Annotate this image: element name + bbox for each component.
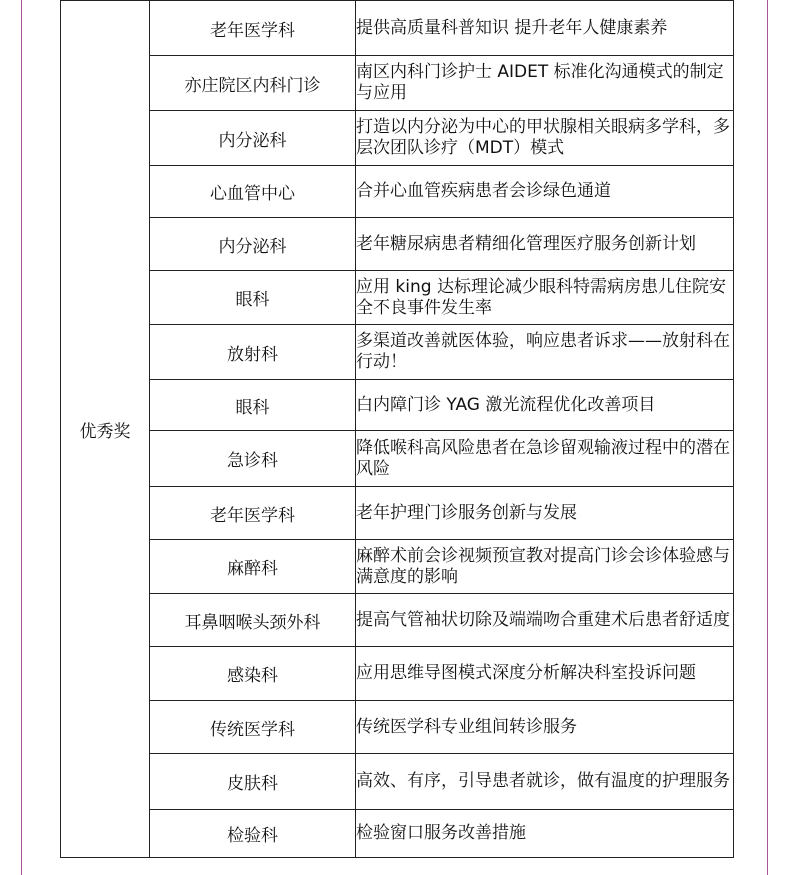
project-cell: 老年护理门诊服务创新与发展 (356, 487, 734, 540)
project-cell: 提高气管袖状切除及端端吻合重建术后患者舒适度 (356, 594, 734, 647)
department-cell: 检验科 (150, 810, 356, 858)
table-row (61, 647, 734, 701)
award-table (60, 0, 734, 858)
department-cell: 耳鼻咽喉头颈外科 (150, 594, 356, 647)
table-row (61, 701, 734, 754)
project-cell: 打造以内分泌为中心的甲状腺相关眼病多学科，多层次团队诊疗（MDT）模式 (356, 111, 734, 166)
department-cell: 老年医学科 (150, 487, 356, 540)
project-cell: 降低喉科高风险患者在急诊留观输液过程中的潜在风险 (356, 431, 734, 487)
department-cell: 急诊科 (150, 431, 356, 487)
table-row (61, 594, 734, 647)
table-row (61, 111, 734, 166)
department-cell: 皮肤科 (150, 754, 356, 810)
table-row (61, 166, 734, 218)
department-cell: 眼科 (150, 271, 356, 325)
department-cell: 内分泌科 (150, 218, 356, 271)
project-cell: 合并心血管疾病患者会诊绿色通道 (356, 166, 734, 218)
page-border-left (21, 0, 22, 875)
project-cell: 应用 king 达标理论减少眼科特需病房患儿住院安全不良事件发生率 (356, 271, 734, 325)
table-row (61, 1, 734, 56)
project-cell: 多渠道改善就医体验，响应患者诉求——放射科在行动！ (356, 325, 734, 380)
department-cell: 感染科 (150, 647, 356, 701)
table-row (61, 325, 734, 380)
department-cell: 内分泌科 (150, 111, 356, 166)
project-cell: 麻醉术前会诊视频预宣教对提高门诊会诊体验感与满意度的影响 (356, 540, 734, 594)
project-cell: 传统医学科专业组间转诊服务 (356, 701, 734, 754)
department-cell: 放射科 (150, 325, 356, 380)
project-cell: 高效、有序，引导患者就诊，做有温度的护理服务 (356, 754, 734, 810)
table-row (61, 540, 734, 594)
project-cell: 提供高质量科普知识 提升老年人健康素养 (356, 1, 734, 56)
department-cell: 传统医学科 (150, 701, 356, 754)
table-row (61, 271, 734, 325)
department-cell: 心血管中心 (150, 166, 356, 218)
project-cell: 检验窗口服务改善措施 (356, 810, 734, 858)
table-row (61, 810, 734, 858)
table-row (61, 487, 734, 540)
table-row (61, 380, 734, 431)
page-border-right (767, 0, 768, 875)
project-cell: 白内障门诊 YAG 激光流程优化改善项目 (356, 380, 734, 431)
table-row (61, 754, 734, 810)
department-cell: 亦庄院区内科门诊 (150, 56, 356, 111)
project-cell: 老年糖尿病患者精细化管理医疗服务创新计划 (356, 218, 734, 271)
table-row (61, 56, 734, 111)
table-row (61, 218, 734, 271)
project-cell: 南区内科门诊护士 AIDET 标准化沟通模式的制定与应用 (356, 56, 734, 111)
department-cell: 老年医学科 (150, 1, 356, 56)
department-cell: 眼科 (150, 380, 356, 431)
department-cell: 麻醉科 (150, 540, 356, 594)
project-cell: 应用思维导图模式深度分析解决科室投诉问题 (356, 647, 734, 701)
award-level-cell: 优秀奖 (61, 1, 150, 858)
table-row (61, 431, 734, 487)
